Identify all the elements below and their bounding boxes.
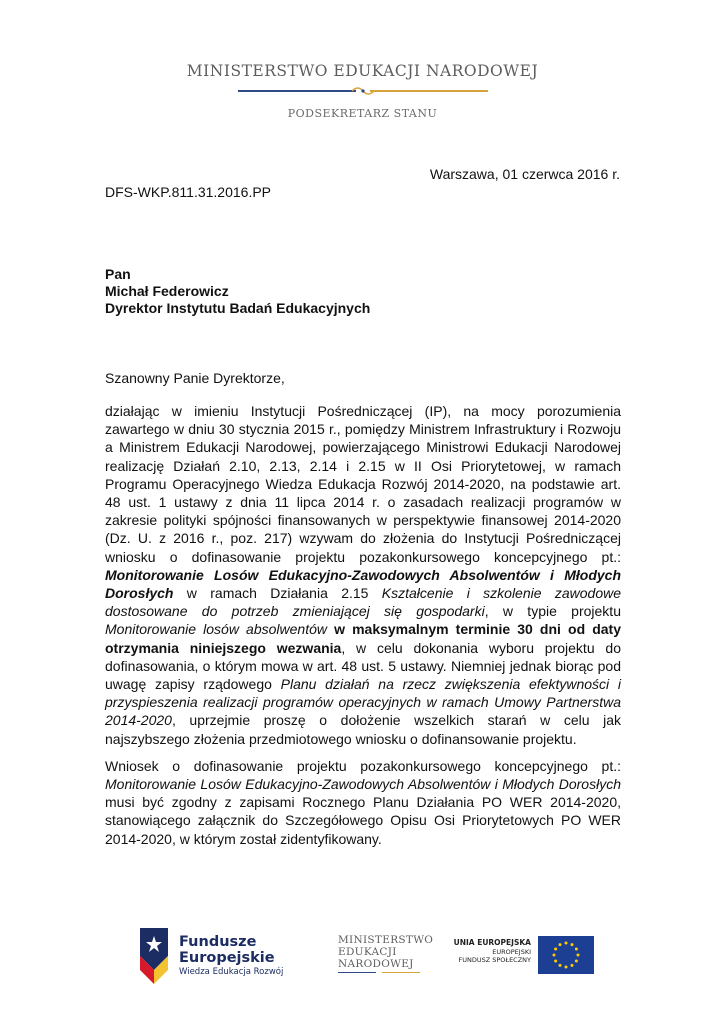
position-title: PODSEKRETARZ STANU (287, 107, 438, 120)
reference-number: DFS-WKP.811.31.2016.PP (105, 184, 272, 200)
measure-name: Kształcenie i szkolenie zawodowe dostosowane do potrzeb zmieniającej się gospodarki (105, 585, 622, 620)
plan-name: Planu działań na rzecz zwiększenia efektywności i przyspieszenia realizacji programów operacyjnych w ramach Umowy Partnerstwa 2014-2020 (105, 676, 621, 729)
recipient-line: Michał Federowicz (105, 283, 229, 299)
recipient-block (105, 266, 370, 317)
letterhead (0, 62, 725, 120)
letterhead-divider (238, 84, 488, 98)
project-title: Monitorowanie Losów Edukacyjno-Zawodowych Absolwentów i Młodych Dorosłych (105, 776, 621, 793)
eu-logo-text (454, 938, 531, 964)
letter-body (105, 402, 621, 857)
text-span: w ramach Działania 2.15 (173, 585, 382, 602)
recipient-line: Dyrektor Instytutu Badań Edukacyjnych (105, 300, 371, 316)
men-line: EDUKACJI (338, 946, 397, 958)
eu-star (577, 954, 580, 957)
eu-star (554, 948, 557, 951)
text-span: musi być zgodny z zapisami Rocznego Planu Działania PO WER 2014-2020, stanowiącego załącznik do Szczegółowego Opisu Osi Priorytetowych PO WER 2014-2020, w którym został zidentyfikowany. (105, 794, 621, 847)
eu-star (575, 948, 578, 951)
eu-star (571, 943, 574, 946)
eu-line: FUNDUSZ SPOŁECZNY (458, 956, 531, 964)
men-line: NARODOWEJ (338, 958, 414, 970)
ministry-name: MINISTERSTWO EDUKACJI NARODOWEJ (186, 62, 539, 80)
eu-star (559, 943, 562, 946)
fe-line: Europejskie (179, 950, 275, 966)
men-logo (338, 934, 433, 974)
text-span: działając w imieniu Instytucji Pośredniczącej (IP), na mocy porozumienia zawartego w dniu 30 stycznia 2015 r., pomiędzy Ministrem Infrastruktury i Rozwoju a Ministrem Edukacji Narodowej, powierzającego Ministrowi Edukacji Narodowej realizację Działań 2.10, 2.13, 2.14 i 2.15 w II Osi Priorytetowej, w ramach Programu Operacyjnego Wiedza Edukacja Rozwój 2014-2020, na podstawie art. 48 ust. 1 ustawy z dnia 11 lipca 2014 r. o zasadach realizacji programów w zakresie polityki spójności finansowanych w perspektywie finansowej 2014-2020 (Dz. U. z 2016 r., poz. 217) wzywam do złożenia do Instytucji Pośredniczącej wniosku o dofinasowanie projektu pozakonkursowego koncepcyjnego pt.: (105, 403, 621, 565)
fe-line: Wiedza Edukacja Rozwój (179, 967, 284, 977)
place-date: Warszawa, 01 czerwca 2016 r. (429, 166, 620, 182)
deadline-text: w maksymalnym terminie 30 dni od daty otrzymania niniejszego wezwania (105, 621, 622, 656)
eu-star (565, 942, 568, 945)
eu-star (575, 960, 578, 963)
eu-line: EUROPEJSKI (492, 948, 531, 956)
project-type: Monitorowanie losów absolwentów (105, 621, 327, 638)
eu-flag-icon (538, 936, 594, 974)
text-span: Wniosek o dofinasowanie projektu pozakonkursowego koncepcyjnego pt.: (105, 757, 621, 774)
project-title: Monitorowanie Losów Edukacyjno-Zawodowych Absolwentów i Młodych Dorosłych (105, 566, 621, 602)
fe-logo-text (179, 934, 283, 979)
men-line: MINISTERSTWO (338, 934, 434, 946)
fundusze-europejskie-logo (136, 926, 172, 984)
eu-star (571, 964, 574, 967)
eu-line: UNIA EUROPEJSKA (453, 938, 531, 947)
text-span: , w celu dokonania wyboru projektu do dofinasowania, o którym mowa w art. 48 ust. 5 ustawy. Niemniej jednak biorąc pod uwagę zapisy rządowego (105, 639, 621, 693)
text-span: , w typie projektu (484, 603, 621, 620)
pen-nib-icon (350, 84, 376, 98)
body-paragraph-2 (105, 757, 621, 848)
recipient-line: Pan (105, 266, 131, 282)
eu-star (565, 966, 568, 969)
text-span: , uprzejmie proszę o dołożenie wszelkich starań w celu jak najszybszego złożenia przedmiotowego wniosku o dofinansowanie projektu. (105, 712, 621, 747)
eu-star (554, 960, 557, 963)
eu-star (553, 954, 556, 957)
fe-line: Fundusze (179, 934, 257, 950)
footer-logos (0, 922, 725, 992)
salutation: Szanowny Panie Dyrektorze, (105, 370, 285, 386)
body-paragraph-1 (105, 402, 621, 748)
eu-star (559, 964, 562, 967)
